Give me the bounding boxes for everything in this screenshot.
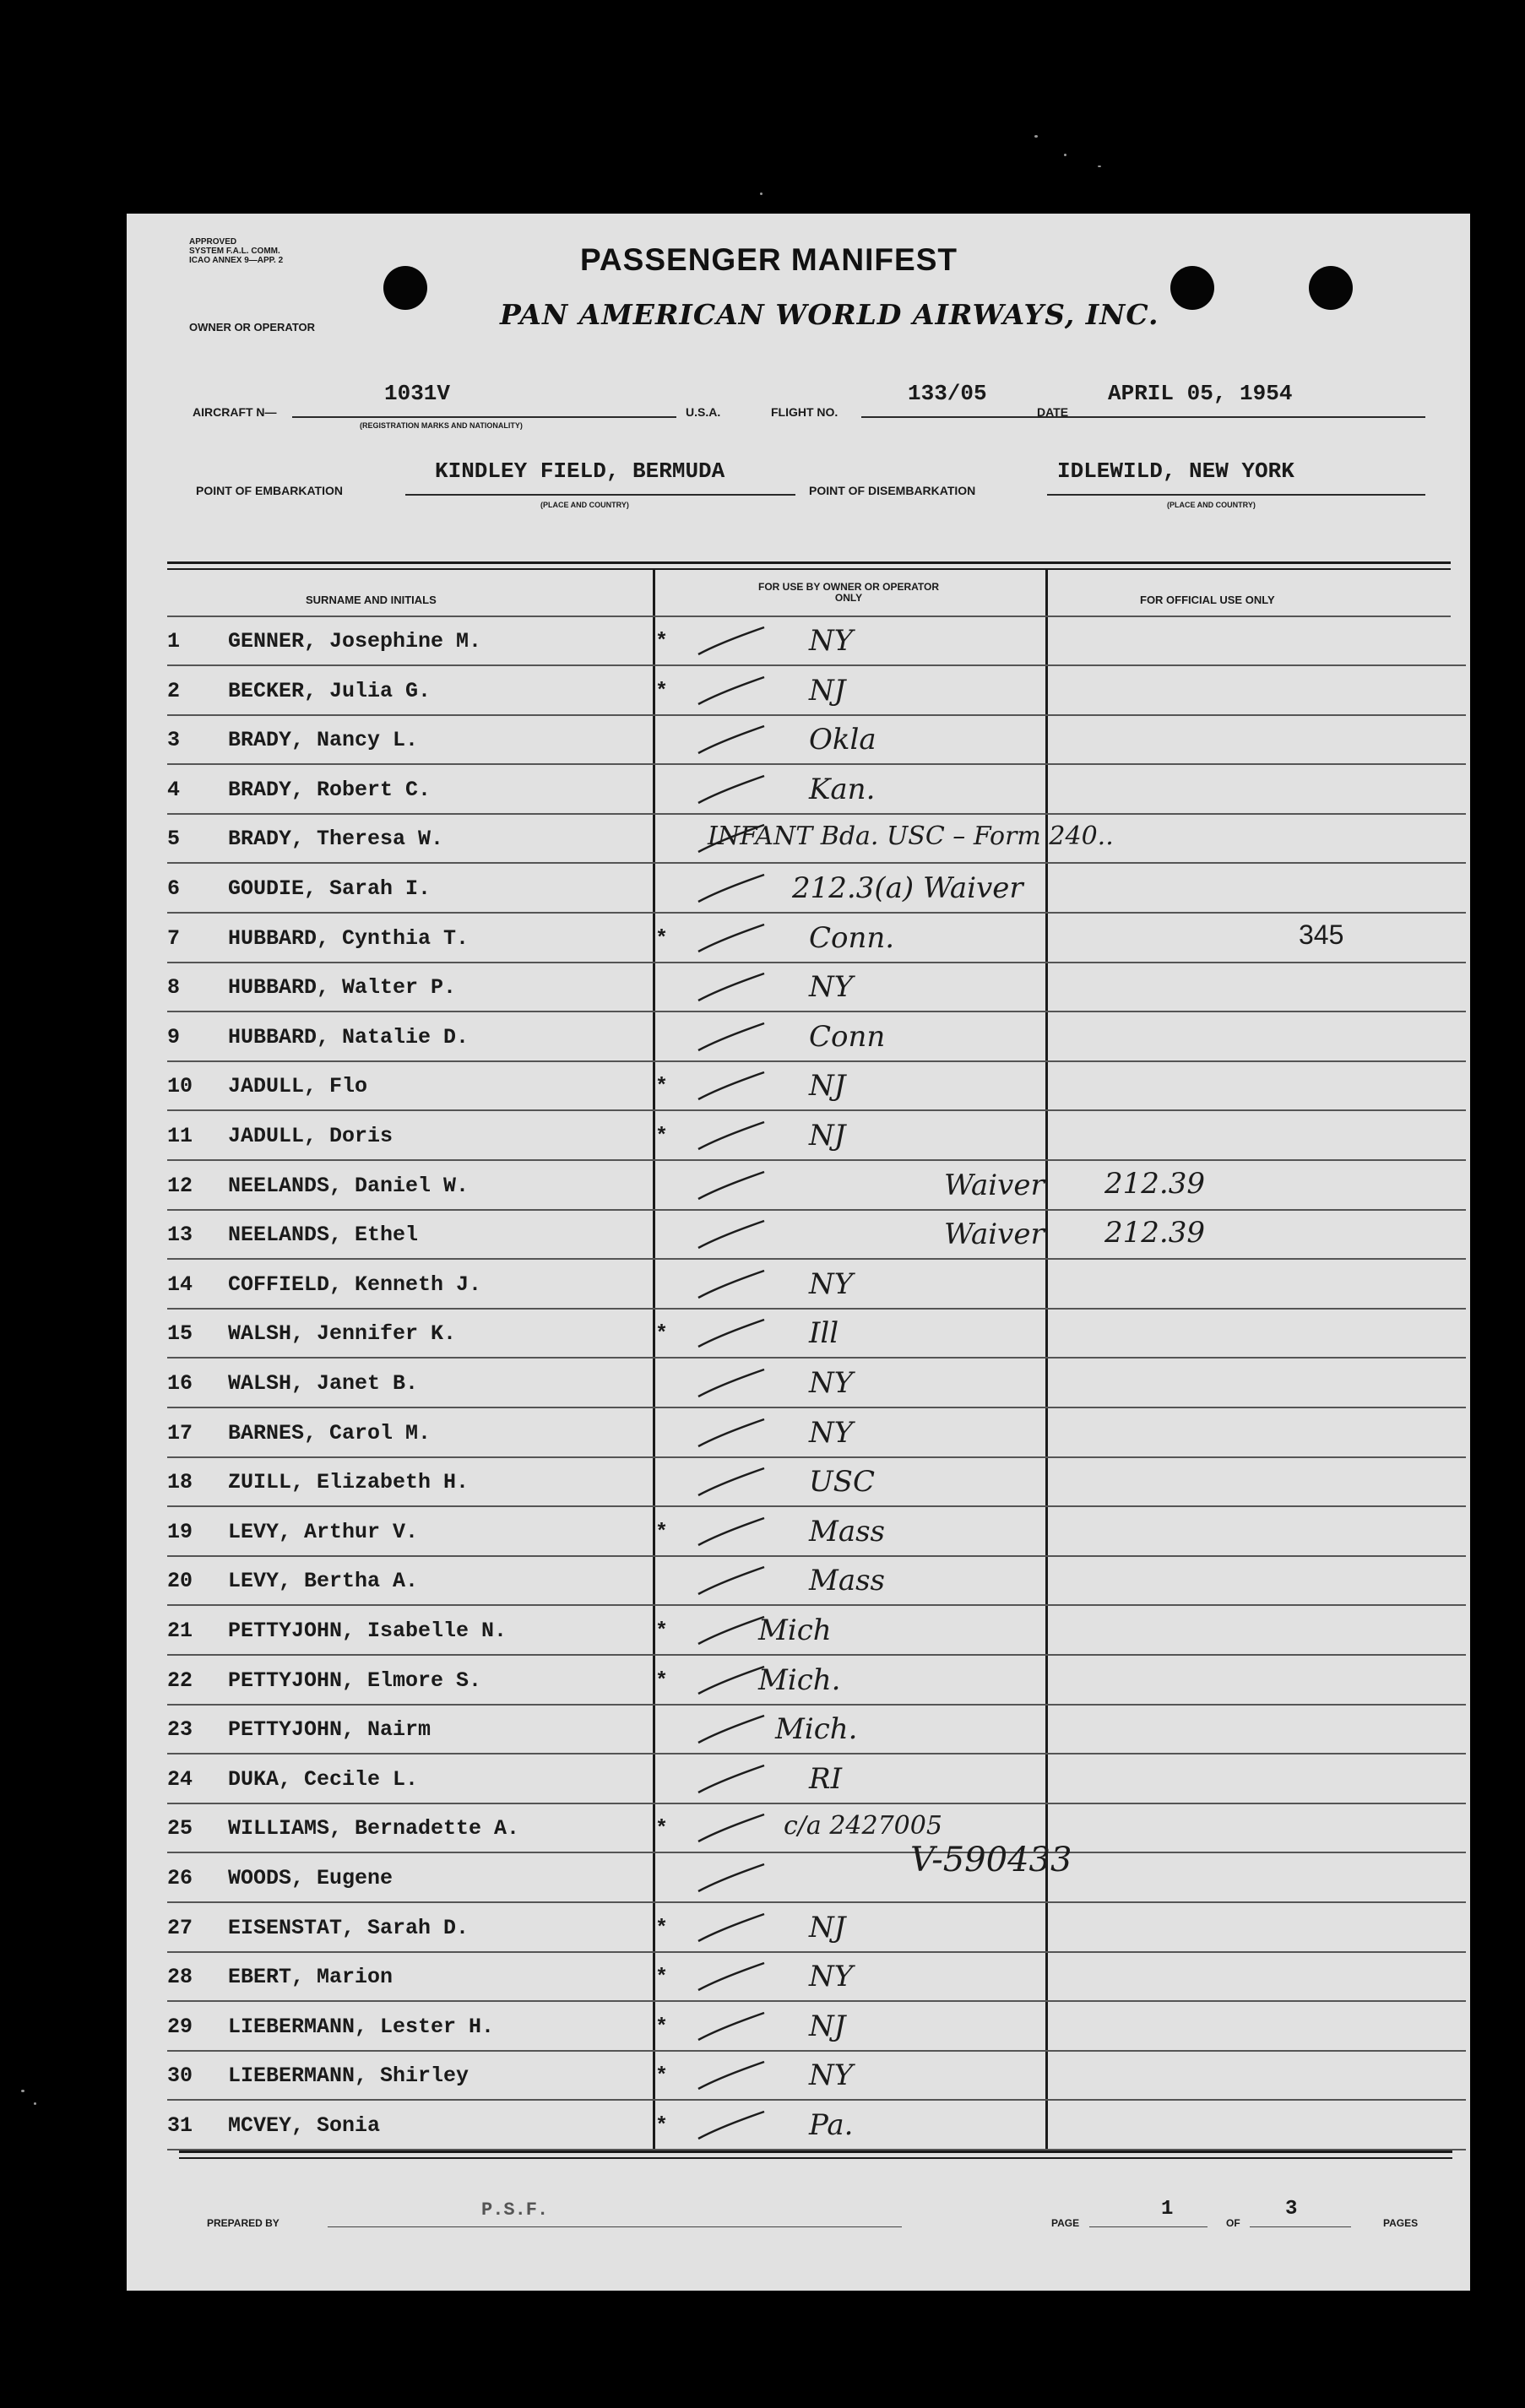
asterisk-mark: *: [655, 1519, 669, 1544]
disembark-label: POINT OF DISEMBARKATION: [809, 484, 976, 497]
owner-note: NJ: [809, 1910, 846, 1944]
passenger-name: MCVEY, Sonia: [228, 2113, 381, 2138]
asterisk-mark: *: [655, 629, 669, 654]
table-row: [167, 1508, 1468, 1557]
owner-note: 212.3(a) Waiver: [792, 871, 1023, 905]
prepared-label: PREPARED BY: [207, 2217, 279, 2229]
table-row: [167, 914, 1468, 963]
passenger-name: HUBBARD, Cynthia T.: [228, 925, 469, 951]
asterisk-mark: *: [655, 678, 669, 703]
owner-note: Mass: [809, 1564, 885, 1598]
owner-note: c/a 2427005: [784, 1811, 942, 1841]
approval-block: [189, 237, 283, 265]
total-underline: [1250, 2226, 1351, 2227]
row-number: 15: [167, 1321, 193, 1347]
asterisk-mark: *: [655, 925, 669, 951]
flight-number: 133/05: [908, 381, 987, 406]
punch-hole: [1309, 266, 1353, 310]
owner-note: V-590433: [910, 1841, 1072, 1879]
table-row: [167, 1557, 1468, 1606]
table-row: [167, 2102, 1468, 2150]
punch-hole: [383, 266, 427, 310]
owner-note: Pa.: [809, 2108, 854, 2142]
dust-speck: [1098, 165, 1101, 167]
owner-label: OWNER OR OPERATOR: [189, 321, 316, 334]
aircraft-value: 1031V: [384, 381, 451, 406]
row-number: 30: [167, 2064, 193, 2089]
table-row: [167, 716, 1468, 765]
table-row: [167, 1013, 1468, 1062]
disembark-value: IDLEWILD, NEW YORK: [1057, 458, 1294, 484]
header-surname: SURNAME AND INITIALS: [306, 594, 437, 606]
dust-speck: [760, 193, 762, 195]
passenger-name: NEELANDS, Daniel W.: [228, 1173, 469, 1198]
approval-line: ICAO ANNEX 9—APP. 2: [189, 256, 284, 265]
owner-note: NY: [809, 1415, 854, 1450]
aircraft-label: AIRCRAFT N—: [193, 405, 277, 419]
owner-note: NJ: [809, 2009, 846, 2043]
official-note: 345: [1299, 919, 1344, 950]
row-number: 7: [167, 925, 181, 951]
table-row: [167, 2052, 1468, 2101]
check-mark-icon: [695, 1953, 767, 1999]
asterisk-mark: *: [655, 1816, 669, 1841]
check-mark-icon: [695, 2003, 767, 2049]
owner-note: NJ: [809, 1069, 846, 1104]
table-row: [167, 1706, 1468, 1754]
total-pages: 3: [1285, 2198, 1298, 2221]
row-number: 8: [167, 975, 181, 1001]
owner-note: NY: [809, 624, 854, 658]
disembark-underline: [1047, 494, 1425, 496]
owner-note: NY: [809, 2058, 854, 2093]
passenger-name: WALSH, Jennifer K.: [228, 1321, 457, 1347]
row-number: 23: [167, 1717, 193, 1743]
asterisk-mark: *: [655, 2064, 669, 2089]
passenger-name: BRADY, Robert C.: [228, 777, 431, 802]
prepared-underline: [328, 2226, 902, 2227]
owner-note: Mich.: [775, 1712, 858, 1747]
check-mark-icon: [695, 1261, 767, 1307]
check-mark-icon: [695, 914, 767, 961]
passenger-name: BRADY, Theresa W.: [228, 827, 444, 852]
table-row: [167, 766, 1468, 815]
row-number: 17: [167, 1420, 193, 1445]
passenger-name: LIEBERMANN, Shirley: [228, 2064, 469, 2089]
asterisk-mark: *: [655, 1915, 669, 1940]
company-name: PAN AMERICAN WORLD AIRWAYS, INC.: [500, 298, 1159, 331]
table-row: [167, 1607, 1468, 1656]
page-underline: [1089, 2226, 1208, 2227]
row-number: 6: [167, 876, 181, 901]
asterisk-mark: *: [655, 2113, 669, 2138]
owner-note: INFANT Bda. USC – Form 240..: [708, 822, 1114, 852]
dust-speck: [1034, 135, 1038, 138]
asterisk-mark: *: [655, 1074, 669, 1099]
table-row: [167, 1409, 1468, 1458]
owner-note: Mass: [809, 1514, 885, 1548]
table-row: [167, 1261, 1468, 1310]
row-number: 27: [167, 1915, 193, 1940]
of-label: OF: [1226, 2217, 1240, 2229]
header-owner-use: FOR USE BY OWNER OR OPERATOR ONLY: [757, 581, 940, 604]
approval-line: SYSTEM F.A.L. COMM.: [189, 247, 280, 256]
row-number: 16: [167, 1371, 193, 1396]
table-top-rule-2: [167, 568, 1451, 570]
row-number: 20: [167, 1569, 193, 1594]
table-row: [167, 1657, 1468, 1706]
owner-note: NY: [809, 1366, 854, 1400]
table-row: [167, 667, 1468, 716]
owner-note: Kan.: [809, 772, 876, 806]
check-mark-icon: [695, 766, 767, 812]
check-mark-icon: [695, 2102, 767, 2148]
approval-line: APPROVED: [189, 237, 237, 247]
row-number: 4: [167, 777, 181, 802]
table-row: [167, 963, 1468, 1012]
date-underline: [1083, 416, 1425, 418]
passenger-name: JADULL, Doris: [228, 1124, 393, 1148]
passenger-name: NEELANDS, Ethel: [228, 1223, 419, 1248]
owner-note: NJ: [809, 1119, 846, 1152]
table-row: [167, 1755, 1468, 1804]
table-row: [167, 815, 1468, 864]
passenger-name: EBERT, Marion: [228, 1965, 393, 1990]
check-mark-icon: [695, 1112, 767, 1158]
row-number: 29: [167, 2014, 193, 2039]
check-mark-icon: [695, 1310, 767, 1356]
row-number: 1: [167, 629, 181, 654]
row-number: 22: [167, 1668, 193, 1693]
passenger-name: LIEBERMANN, Lester H.: [228, 2014, 495, 2039]
date-label: DATE: [1037, 405, 1069, 419]
passenger-name: PETTYJOHN, Isabelle N.: [228, 1619, 507, 1643]
check-mark-icon: [695, 1162, 767, 1208]
check-mark-icon: [695, 1854, 767, 1901]
owner-note: RI: [809, 1761, 843, 1796]
asterisk-mark: *: [655, 1124, 669, 1148]
asterisk-mark: *: [655, 1321, 669, 1347]
row-number: 9: [167, 1024, 181, 1049]
passenger-name: EISENSTAT, Sarah D.: [228, 1915, 469, 1940]
row-number: 28: [167, 1965, 193, 1990]
passenger-name: HUBBARD, Walter P.: [228, 975, 457, 1001]
table-row: [167, 1359, 1468, 1408]
owner-note: Conn: [809, 1019, 886, 1054]
table-row: [167, 1953, 1468, 2002]
passenger-name: BECKER, Julia G.: [228, 678, 431, 703]
check-mark-icon: [695, 1706, 767, 1752]
embark-label: POINT OF EMBARKATION: [196, 484, 343, 497]
passenger-name: WILLIAMS, Bernadette A.: [228, 1816, 520, 1841]
check-mark-icon: [695, 617, 767, 664]
check-mark-icon: [695, 1458, 767, 1505]
punch-hole: [1170, 266, 1214, 310]
passenger-name: WALSH, Janet B.: [228, 1371, 419, 1396]
pages-label: PAGES: [1383, 2217, 1419, 2229]
check-mark-icon: [695, 1508, 767, 1554]
owner-note: Ill: [809, 1316, 839, 1351]
passenger-name: LEVY, Arthur V.: [228, 1519, 419, 1544]
aircraft-underline: [292, 416, 676, 418]
passenger-name: JADULL, Flo: [228, 1074, 368, 1099]
check-mark-icon: [695, 1013, 767, 1060]
table-top-rule: [167, 561, 1451, 564]
table-row: [167, 1162, 1468, 1211]
table-row: [167, 2003, 1468, 2052]
asterisk-mark: *: [655, 1965, 669, 1990]
owner-note: Conn.: [809, 920, 895, 955]
table-bottom-rule: [179, 2150, 1452, 2153]
owner-note: Waiver: [944, 1218, 1045, 1252]
asterisk-mark: *: [655, 1668, 669, 1693]
flight-underline: [861, 416, 1110, 418]
check-mark-icon: [695, 963, 767, 1010]
passenger-name: PETTYJOHN, Nairm: [228, 1717, 431, 1743]
row-number: 11: [167, 1124, 193, 1148]
table-row: [167, 1062, 1468, 1111]
row-number: 13: [167, 1223, 193, 1248]
table-row: [167, 1458, 1468, 1507]
row-number: 3: [167, 728, 181, 753]
table-row: [167, 1310, 1468, 1359]
owner-note: Mich.: [758, 1662, 841, 1697]
row-number: 2: [167, 678, 181, 703]
check-mark-icon: [695, 1804, 767, 1851]
table-row: [167, 865, 1468, 914]
check-mark-icon: [695, 1211, 767, 1257]
passenger-name: DUKA, Cecile L.: [228, 1766, 419, 1792]
disembark-sub: (PLACE AND COUNTRY): [1167, 501, 1256, 509]
passenger-name: ZUILL, Elizabeth H.: [228, 1470, 469, 1495]
check-mark-icon: [695, 865, 767, 911]
page-title: PASSENGER MANIFEST: [580, 242, 958, 277]
passenger-name: PETTYJOHN, Elmore S.: [228, 1668, 482, 1693]
table-row: [167, 617, 1468, 666]
row-number: 25: [167, 1816, 193, 1841]
owner-note: Waiver: [944, 1168, 1045, 1202]
row-number: 19: [167, 1519, 193, 1544]
asterisk-mark: *: [655, 2014, 669, 2039]
passenger-name: LEVY, Bertha A.: [228, 1569, 419, 1594]
row-number: 26: [167, 1866, 193, 1890]
table-row: [167, 1841, 1468, 1903]
passenger-name: COFFIELD, Kenneth J.: [228, 1272, 482, 1297]
dust-speck: [21, 2090, 24, 2092]
page-label: PAGE: [1051, 2217, 1080, 2229]
owner-note: USC: [809, 1465, 875, 1500]
check-mark-icon: [695, 1755, 767, 1802]
row-number: 12: [167, 1173, 193, 1198]
official-note: 212.39: [1104, 1166, 1205, 1201]
check-mark-icon: [695, 1062, 767, 1109]
page-number: 1: [1161, 2198, 1174, 2221]
embark-underline: [405, 494, 795, 496]
asterisk-mark: *: [655, 1619, 669, 1643]
passenger-name: GOUDIE, Sarah I.: [228, 876, 431, 901]
table-row: [167, 1112, 1468, 1161]
passenger-name: BARNES, Carol M.: [228, 1420, 431, 1445]
owner-note: NY: [809, 970, 854, 1005]
usa-label: U.S.A.: [686, 405, 721, 419]
passenger-name: BRADY, Nancy L.: [228, 728, 419, 753]
table-row: [167, 1211, 1468, 1260]
passenger-name: HUBBARD, Natalie D.: [228, 1024, 469, 1049]
header-official-use: FOR OFFICIAL USE ONLY: [1140, 594, 1275, 606]
manifest-sheet: [127, 214, 1470, 2291]
passenger-name: WOODS, Eugene: [228, 1866, 393, 1890]
table-bottom-rule-2: [179, 2157, 1452, 2159]
row-number: 18: [167, 1470, 193, 1495]
check-mark-icon: [695, 716, 767, 762]
check-mark-icon: [695, 1904, 767, 1950]
dust-speck: [34, 2102, 36, 2105]
check-mark-icon: [695, 1657, 767, 1703]
check-mark-icon: [695, 1607, 767, 1653]
owner-note: NJ: [809, 673, 846, 708]
official-note: 212.39: [1104, 1216, 1205, 1250]
owner-note: NY: [809, 1960, 854, 1994]
prepared-by: P.S.F.: [481, 2199, 549, 2221]
row-number: 31: [167, 2113, 193, 2138]
row-number: 5: [167, 827, 181, 852]
flight-label: FLIGHT NO.: [771, 405, 838, 419]
embark-value: KINDLEY FIELD, BERMUDA: [435, 458, 725, 484]
check-mark-icon: [695, 1557, 767, 1603]
embark-sub: (PLACE AND COUNTRY): [540, 501, 629, 509]
date-value: APRIL 05, 1954: [1108, 381, 1293, 406]
row-number: 24: [167, 1766, 193, 1792]
row-number: 10: [167, 1074, 193, 1099]
aircraft-sub: (REGISTRATION MARKS AND NATIONALITY): [360, 421, 523, 430]
owner-note: Mich: [758, 1613, 832, 1647]
row-number: 21: [167, 1619, 193, 1643]
dust-speck: [1064, 154, 1066, 156]
owner-note: Okla: [809, 723, 876, 757]
row-number: 14: [167, 1272, 193, 1297]
check-mark-icon: [695, 667, 767, 713]
check-mark-icon: [695, 1409, 767, 1456]
check-mark-icon: [695, 1359, 767, 1406]
owner-note: NY: [809, 1266, 854, 1301]
check-mark-icon: [695, 2052, 767, 2098]
passenger-name: GENNER, Josephine M.: [228, 629, 482, 654]
table-row: [167, 1904, 1468, 1953]
table-row: [167, 1804, 1468, 1853]
